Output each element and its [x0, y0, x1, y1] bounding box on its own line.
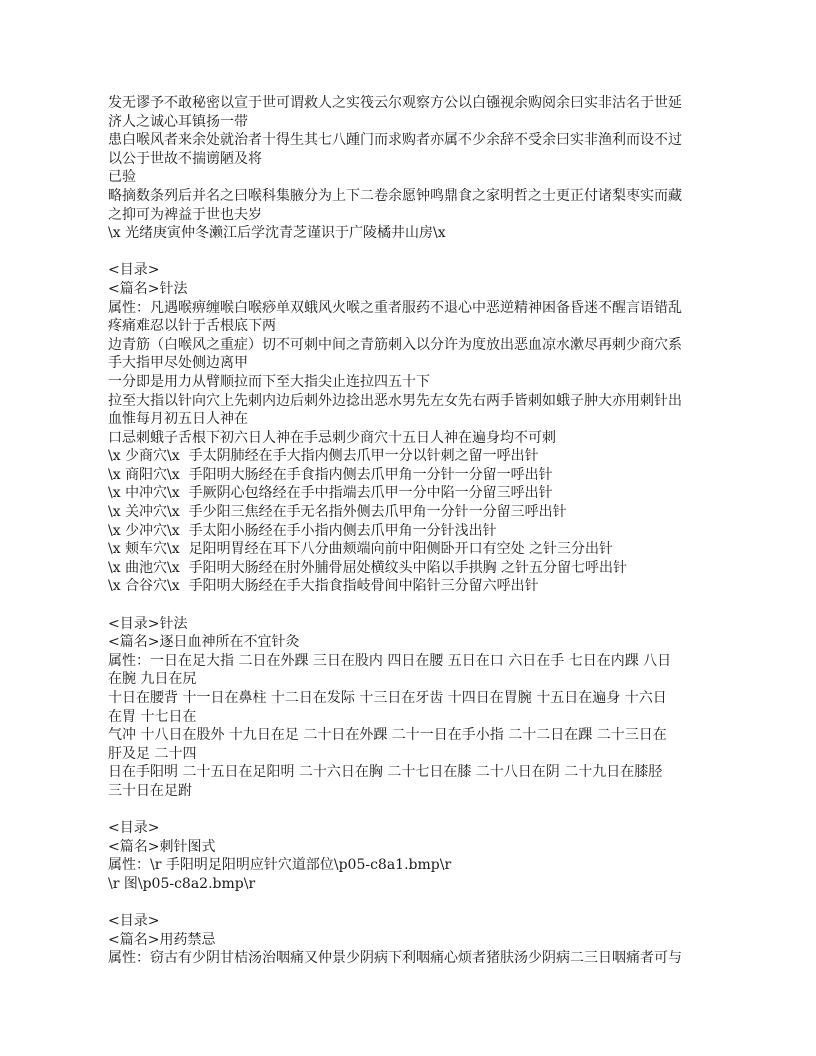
- text-line: 三十日在足跗: [108, 782, 192, 799]
- catalog-tag: <目录>针法: [108, 615, 188, 632]
- catalog-tag: <目录>: [108, 913, 160, 930]
- catalog-tag: <目录>: [108, 820, 160, 837]
- text-line: 手大指甲尽处侧边离甲: [108, 355, 248, 372]
- text-line: 患白喉风者来余处就治者十得生其七八踵门而求购者亦属不少余辞不受余曰实非渔利而设不过: [108, 132, 682, 149]
- text-line: 一分即是用力从臂顺拉而下至大指尖止连拉四五十下: [108, 373, 430, 390]
- section-needle-method: [108, 261, 708, 596]
- text-line: 气冲 十八日在股外 十九日在足 二十日在外踝 二十一日在手小指 二十二日在踝 二十三日在: [108, 727, 667, 744]
- section-daily-blood-spirit: [108, 615, 708, 801]
- text-line: 日在手阳明 二十五日在足阳明 二十六日在胸 二十七日在膝 二十八日在阴 二十九日在膝胫: [108, 764, 663, 781]
- signature-line: \x 光绪庚寅仲冬濑江后学沈青芝谨识于广陵橘井山房\x: [108, 225, 446, 242]
- acupoint-line: \x 曲池穴\x 手阳明大肠经在肘外脯骨屈处横纹头中陷以手拱胸 之针五分留七呼出针: [108, 559, 628, 576]
- section-needle-diagram: [108, 819, 708, 893]
- acupoint-line: \x 中冲穴\x 手厥阴心包络经在手中指端去爪甲一分中陷一分留三呼出针: [108, 485, 553, 502]
- text-line: 疼痛难忍以针于舌根底下两: [108, 318, 276, 335]
- text-line: 属性：一日在足大指 二日在外踝 三日在股内 四日在腰 五日在口 六日在手 七日在内踝 八日: [108, 652, 672, 669]
- blank-line: [108, 596, 708, 615]
- text-line: 边青筋（白喉风之重症）切不可刺中间之青筋刺入以分许为度放出恶血凉水漱尽再刺少商穴系: [108, 336, 682, 353]
- text-line: 十日在腰背 十一日在鼻柱 十二日在发际 十三日在牙齿 十四日在胃腕 十五日在遍身 十六日: [108, 690, 667, 706]
- image-reference-line: \r 图\p05-c8a2.bmp\r: [108, 875, 256, 892]
- image-reference-line: 属性：\r 手阳明足阳明应针穴道部位\p05-c8a1.bmp\r: [108, 857, 452, 874]
- text-line: 拉至大指以针向穴上先刺内边后刺外边捻出恶水男先左女先右两手皆刺如蛾子肿大亦用刺针出: [108, 392, 682, 409]
- text-line: 属性：凡遇喉痹缠喉白喉痧单双蛾风火喉之重者服药不退心中恶逆精神困备昏迷不醒言语错乱: [108, 299, 682, 316]
- text-line: 以公于世故不揣谫陋及将: [108, 150, 262, 167]
- acupoint-line: \x 合谷穴\x 手阳明大肠经在手大指食指岐骨间中陷针三分留六呼出针: [108, 578, 539, 595]
- preface-block: [108, 94, 708, 243]
- text-line: 血惟每月初五日人神在: [108, 411, 248, 428]
- section-title: <篇名>针法: [108, 280, 188, 297]
- text-line: 在腕 九日在尻: [108, 671, 197, 688]
- catalog-tag: <目录>: [108, 262, 160, 279]
- acupoint-line: \x 商阳穴\x 手阳明大肠经在手食指内侧去爪甲角一分针一分留一呼出针: [108, 466, 553, 483]
- blank-line: [108, 801, 708, 820]
- acupoint-line: \x 少商穴\x 手太阴肺经在手大指内侧去爪甲一分以针刺之留一呼出针: [108, 448, 539, 465]
- blank-line: [108, 894, 708, 913]
- section-title: <篇名>逐日血神所在不宜针灸: [108, 634, 300, 651]
- document-page: [108, 94, 708, 968]
- text-line: 已验: [108, 169, 136, 186]
- text-line: 属性：窃古有少阴甘桔汤治咽痛又仲景少阴病下利咽痛心烦者猪肤汤少阴病二三日咽痛者可与: [108, 950, 682, 967]
- text-line: 在胃 十七日在: [108, 708, 197, 725]
- text-line: 发无谬予不敢秘密以宣于世可谓救人之实筏云尔观察方公以白镪视余购阅余曰实非沽名于世延: [108, 95, 682, 111]
- text-line: 略摘数条列后并名之曰喉科集腋分为上下二卷余愿钟鸣鼎食之家明哲之士更正付诸梨枣实而藏: [108, 187, 682, 204]
- section-medication-taboos: [108, 912, 708, 968]
- acupoint-line: \x 关冲穴\x 手少阳三焦经在手无名指外侧去爪甲角一分针一分留三呼出针: [108, 504, 567, 521]
- acupoint-line: \x 颊车穴\x 足阳明胃经在耳下八分曲颊端向前中阳侧卧开口有空处 之针三分出针: [108, 541, 614, 558]
- text-line: 肝及足 二十四: [108, 745, 197, 762]
- text-line: 之抑可为裨益于世也夫岁: [108, 206, 262, 223]
- acupoint-line: \x 少冲穴\x 手太阳小肠经在手小指内侧去爪甲角一分针浅出针: [108, 522, 497, 539]
- blank-line: [108, 243, 708, 262]
- section-title: <篇名>刺针图式: [108, 838, 216, 855]
- text-line: 口忌刺蛾子舌根下初六日人神在手忌刺少商穴十五日人神在遍身均不可刺: [108, 429, 556, 446]
- section-title: <篇名>用药禁忌: [108, 931, 216, 948]
- text-line: 济人之诚心耳镇扬一带: [108, 113, 248, 130]
